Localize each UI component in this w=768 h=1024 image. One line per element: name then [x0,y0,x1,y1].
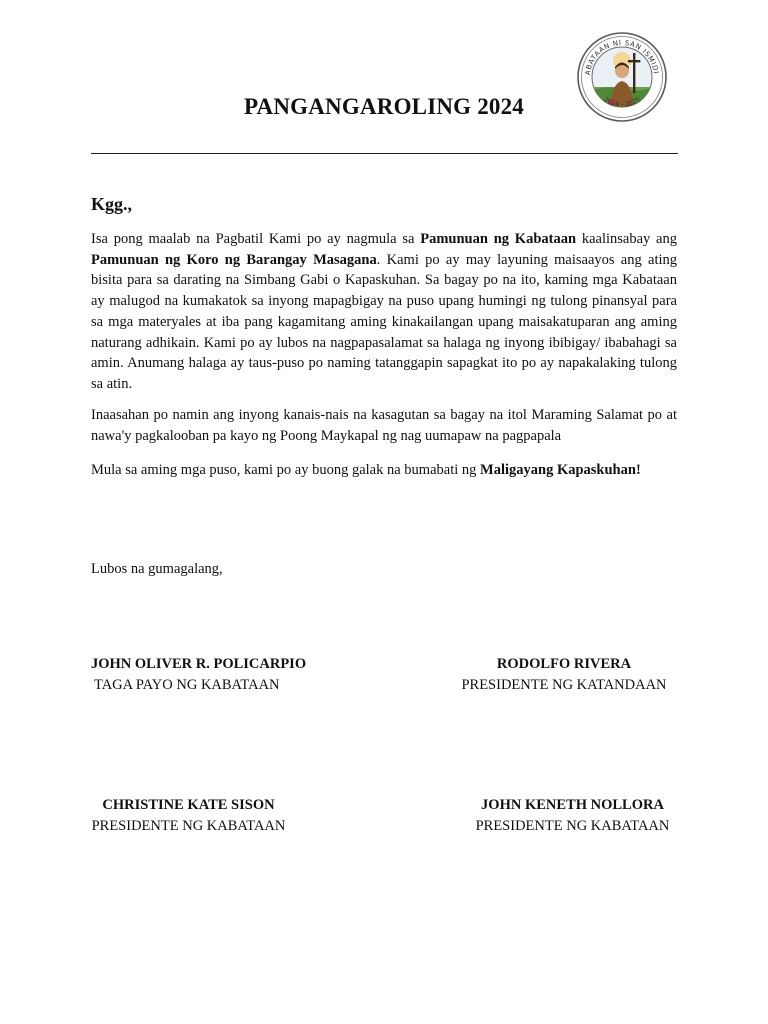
signatory-role: TAGA PAYO NG KABATAAN [94,677,280,693]
signatory-block [465,795,680,837]
organization-seal-logo [576,31,668,123]
svg-text:KABATAAN NI SAN ISMIDIO: ABATAAN NI SAN ISMIDI [583,38,660,76]
signatory-role: PRESIDENTE NG KABATAAN [475,818,670,834]
svg-text:2024 - 2025: 2024 - 2025 [602,95,642,109]
signatory-name: RODOLFO RIVERA [496,656,632,672]
signatory-name: CHRISTINE KATE SISON [102,797,275,813]
title-divider [91,153,678,154]
body-paragraph-3 [91,460,677,481]
paragraph-1-text-c: . Kami po ay may layuning maisaayos ang ating bisita para sa darating na Simbang Gabi o Kapaskuhan. Sa bagay po na ito, kaming mga Kabataan ay malugod na kumakatok sa inyong mapagbigay na puso upang humingi ng tulong pinansyal para sa mga materyales at iba pang kagamitang aming kinakailangan upang maisakatuparan ang aming naturang adhikain. Kami po ay lubos na nagpapasalamat sa halaga ng inyong ibibigay/ ibabahagi sa amin. Anumang halaga ay taus-puso po naming tatanggapin sapagkat ito po ay napakalaking tulong sa atin. [91,251,678,392]
paragraph-1-bold-b: Pamunuan ng Koro ng Barangay Masagana [91,251,377,268]
signatory-block [450,654,678,696]
signatory-block [91,795,286,837]
signatory-role: PRESIDENTE NG KATANDAAN [461,677,667,693]
signatory-block [91,654,306,696]
signatory-role: PRESIDENTE NG KABATAAN [91,818,286,834]
signatory-name: JOHN OLIVER R. POLICARPIO [91,656,307,672]
body-paragraph-1 [91,229,677,395]
paragraph-3-bold-a: Maligayang Kapaskuhan! [480,462,641,478]
paragraph-3-text-a: Mula sa aming mga puso, kami po ay buong galak na bumabati ng [91,462,481,478]
paragraph-1-bold-a: Pamunuan ng Kabataan [420,231,577,247]
seal-emblem-icon [576,31,668,123]
body-paragraph-2: Inaasahan po namin ang inyong kanais-nais na kasagutan sa bagay na itol Maraming Salamat po at nawa'y pagkalooban pa kayo ng Poong Maykapal ng nag uumapaw na pagpapala [91,407,677,444]
closing-line: Lubos na gumagalang, [91,561,223,577]
page-title: PANGANGAROLING 2024 [243,94,524,119]
signatory-name: JOHN KENETH NOLLORA [481,797,664,813]
paragraph-1-text-b: kaalinsabay ang [576,231,677,247]
salutation: Kgg., [91,194,133,214]
paragraph-1-text-a: Isa pong maalab na Pagbatil Kami po ay nagmula sa [91,231,421,247]
